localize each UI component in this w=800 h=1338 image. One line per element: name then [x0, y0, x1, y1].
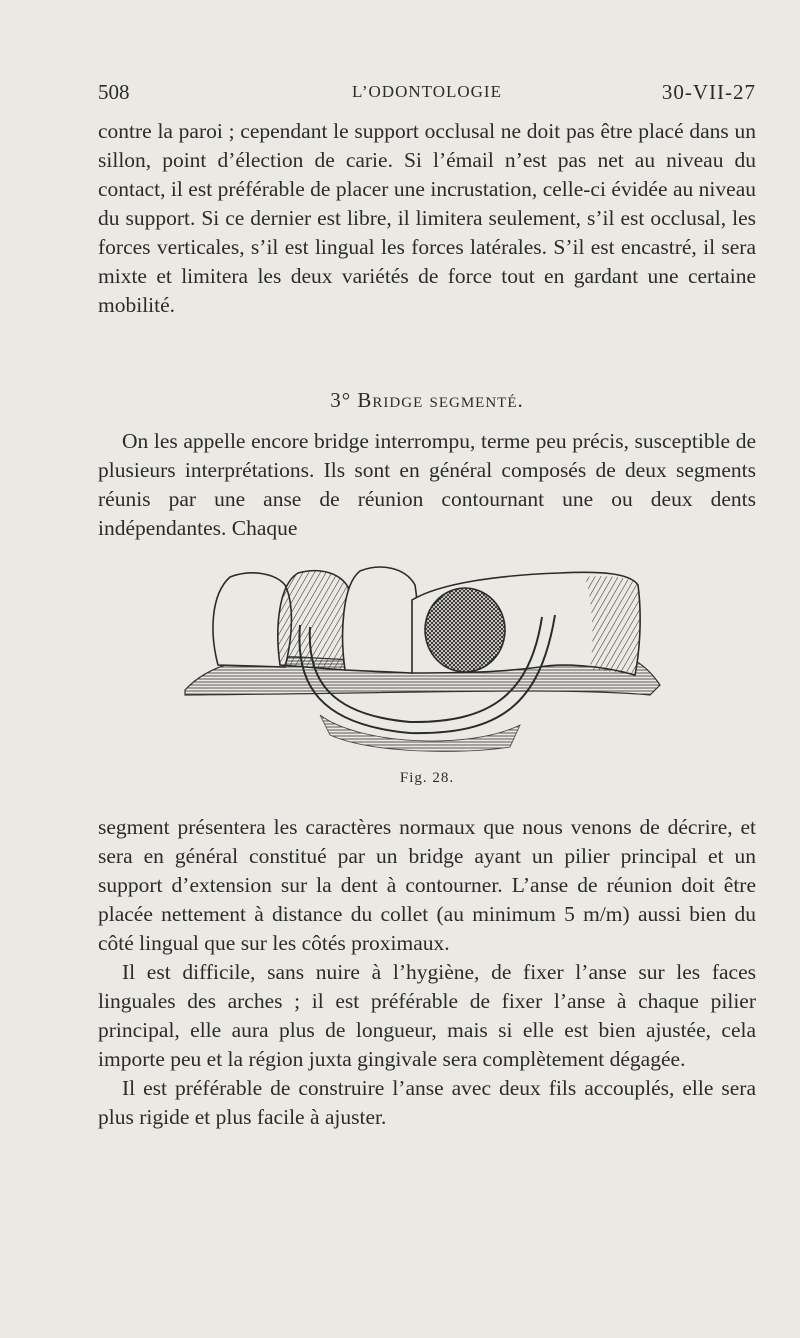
paragraph-hygiene: Il est difficile, sans nuire à l’hygiène, de fixer l’anse sur les faces linguales des arches ; il est préférable de fixer l’anse à chaque pilier principal, elle aura plus de longueur, mais si elle est bien ajustée, cela importe peu et la région juxta gingivale sera complètement dégagée.: [98, 960, 756, 1071]
pillar-tooth: [278, 571, 352, 670]
third-tooth: [343, 567, 418, 673]
text-block-bottom: [98, 813, 756, 1132]
section-title: 3° Bridge segmenté.: [330, 388, 524, 412]
right-hatched-area: [585, 576, 640, 675]
paragraph-segment: segment présentera les caractères normaux que nous venons de décrire, et sera en général constitué par un bridge ayant un pilier principal et un support d’extension sur la dent à contourner. L’anse de réunion doit être placée nettement à distance du collet (au minimum 5 m/m) aussi bien du côté lingual que sur les côtés proximaux.: [98, 815, 756, 955]
cross-hatched-crown: [425, 588, 505, 672]
paragraph-double-wire: Il est préférable de construire l’anse avec deux fils accouplés, elle sera plus rigide et plus facile à ajuster.: [98, 1076, 756, 1129]
paragraph-continuation: contre la paroi ; cependant le support occlusal ne doit pas être placé dans un sillon, point d’élection de carie. Si l’émail n’est pas net au niveau du contact, il est préférable de placer une incrustation, celle-ci évidée au niveau du support. Si ce dernier est libre, il limitera seulement, s’il est occlusal, les forces verticales, s’il est lingual les forces latérales. S’il est encastré, il sera mixte et limitera les deux variétés de force tout en gardant une certaine mobilité.: [98, 119, 756, 317]
paragraph-bridge-intro: On les appelle encore bridge interrompu, terme peu précis, susceptible de plusieurs interprétations. Ils sont en général composés de deux segments réunis par une anse de réunion contournant une ou deux dents indépendantes. Chaque: [98, 429, 756, 540]
running-header: [98, 80, 756, 110]
text-block-middle: [98, 427, 756, 543]
journal-title: L’ODONTOLOGIE: [352, 82, 502, 101]
figure-caption: Fig. 28.: [399, 770, 455, 786]
page-number: 508: [98, 80, 130, 104]
text-block-top: [98, 117, 756, 320]
dental-bridge-figure: [180, 555, 670, 755]
issue-date: 30-VII-27: [661, 80, 756, 104]
